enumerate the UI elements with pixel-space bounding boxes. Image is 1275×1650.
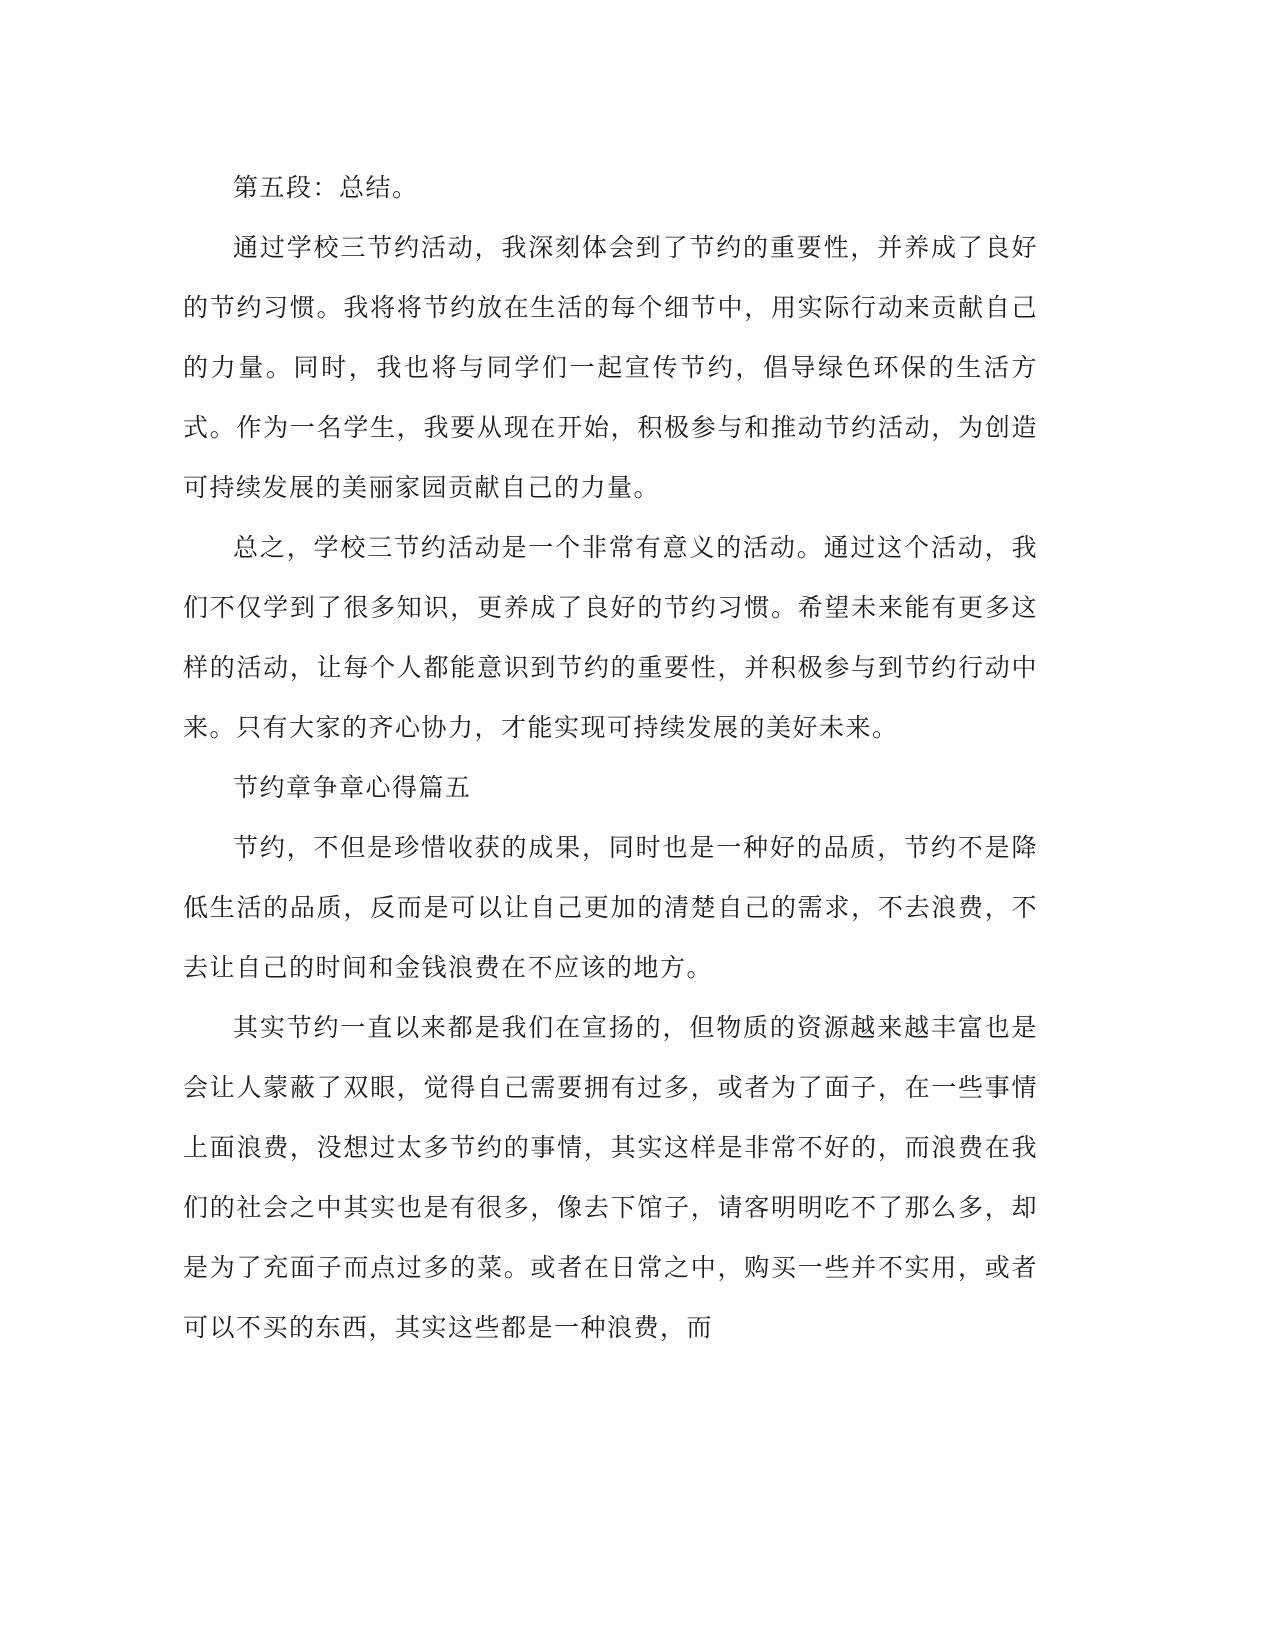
article-paragraph-intro: 节约，不但是珍惜收获的成果，同时也是一种好的品质，节约不是降低生活的品质，反而是可以让自己更加的清楚自己的需求，不去浪费，不去让自己的时间和金钱浪费在不应该的地方。 (183, 833, 1038, 982)
paragraph-summary: 通过学校三节约活动，我深刻体会到了节约的重要性，并养成了良好的节约习惯。我将将节约放在生活的每个细节中，用实际行动来贡献自己的力量。同时，我也将与同学们一起宣传节约，倡导绿色环保的生活方式。作为一名学生，我要从现在开始，积极参与和推动节约活动，为创造可持续发展的美丽家园贡献自己的力量。 (183, 233, 1038, 502)
paragraph-conclusion: 总之，学校三节约活动是一个非常有意义的活动。通过这个活动，我们不仅学到了很多知识，更养成了良好的节约习惯。希望未来能有更多这样的活动，让每个人都能意识到节约的重要性，并积极参与到节约行动中来。只有大家的齐心协力，才能实现可持续发展的美好未来。 (183, 533, 1038, 742)
article-title: 节约章争章心得篇五 (233, 773, 472, 802)
article-paragraph-body: 其实节约一直以来都是我们在宣扬的，但物质的资源越来越丰富也是会让人蒙蔽了双眼，觉得自己需要拥有过多，或者为了面子，在一些事情上面浪费，没想过太多节约的事情，其实这样是非常不好的，而浪费在我们的社会之中其实也是有很多，像去下馆子，请客明明吃不了那么多，却是为了充面子而点过多的菜。或者在日常之中，购买一些并不实用，或者可以不买的东西，其实这些都是一种浪费，而 (183, 1013, 1038, 1342)
document-body (183, 158, 1038, 1358)
section-heading: 第五段：总结。 (233, 173, 419, 202)
